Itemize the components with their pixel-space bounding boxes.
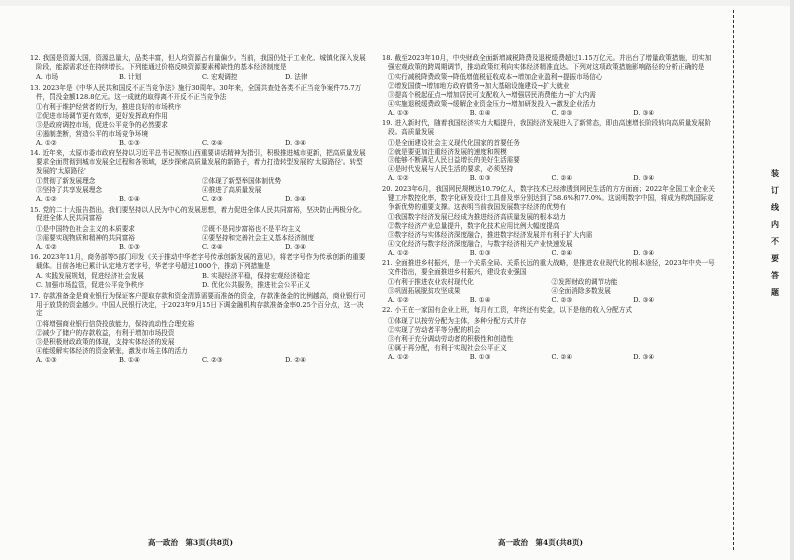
statement-1: ①体现了以按劳分配为主体，多种分配方式并存	[388, 316, 527, 325]
question-stem: 18. 截至2023年10月，中央财政全面新增减税降费及退税缓费超过1.15万亿元。并出台了增量政策措施，切实加强宏观政策的跨周期调节，推动政策红利向实体经济精准直达。下列对这项政策措施影响路径的分析正确的是	[382, 54, 712, 71]
question-stem: 15. 党的二十大报告指出，我们要坚持以人民为中心的发展思想，着力促进全体人民共同富裕，坚决防止两极分化。促进全体人民共同富裕	[30, 205, 366, 223]
statement-1: ①是全面建设社会主义现代化国家的首要任务	[388, 138, 520, 147]
statement-4: ④全面消除多数发展	[551, 287, 611, 296]
question-stem: 21. 全面推进乡村振兴，是一个关系全局、关系长远的重大战略，是推进农业现代化的根本途径，2023年中央一号文件指出，要全面推进乡村振兴，建设农业强国	[382, 258, 715, 276]
option-a[interactable]: A. ①②	[36, 138, 57, 147]
option-b[interactable]: B. ①④	[469, 296, 491, 305]
binding-char: 内	[771, 219, 779, 229]
question-stem: 12. 我国是资源大国，资源总量大，品类丰富，但人均资源占有量偏少。当前，我国仍处于工业化、城镇化深入发展阶段，能源需求还在持续增长。下列能通过价格反映资源要素稀缺性的基本经济制度是	[30, 54, 366, 71]
question-stem: 22. 小王在一家国有企业上班，每月有工资，年终还有奖金，以下是他的收入分配方式	[382, 306, 632, 315]
statement-2: ②减少了储户的存款收益，有利于增加市场投资	[36, 328, 175, 337]
statement-3: ③需要实现物质和精神的共同富裕	[36, 233, 135, 242]
binding-char: 不	[771, 236, 779, 246]
option-c[interactable]: C. ②③	[202, 355, 223, 364]
option-a[interactable]: A. ①②	[388, 248, 409, 257]
statement-4: ④推进了高质量发展	[202, 186, 262, 195]
binding-char: 装	[771, 168, 779, 178]
option-b[interactable]: B. ①③	[469, 248, 491, 257]
option-b[interactable]: B. ①③	[469, 352, 491, 361]
answer-options	[382, 174, 715, 183]
statement-1: ①将增强商业银行信贷投放能力，保持流动性合理充裕	[36, 319, 195, 328]
option-a[interactable]: A. 实践发展规划，促进经济社会发展	[36, 272, 144, 281]
question-20	[382, 185, 715, 258]
statement-row	[30, 186, 368, 195]
statement-2: ②实现了劳动者平等分配的机会	[388, 325, 481, 334]
answer-options	[30, 139, 368, 148]
option-a[interactable]: A. 市场	[36, 73, 59, 82]
option-b[interactable]: B. ①③	[119, 242, 140, 251]
question-14	[30, 149, 368, 204]
option-b[interactable]: B. ①④	[469, 108, 491, 117]
statement-1: ①实行减税降费政策→降低增值税征收成本→增加企业盈利→提振市场信心	[388, 73, 603, 82]
statement-1: ①我国数字经济发展已经成为推进经济高质量发展的根本动力	[388, 212, 567, 221]
option-c[interactable]: C. ②③	[551, 296, 573, 305]
answer-options	[382, 353, 715, 362]
option-row	[30, 272, 368, 281]
option-d[interactable]: D. ③④	[633, 108, 655, 117]
option-b[interactable]: B. 计划	[119, 73, 142, 82]
option-a[interactable]: A. ①③	[388, 108, 409, 117]
binding-line	[733, 10, 734, 550]
statement-3: ③是政府调控市场，促进公平竞争的必然要求	[36, 120, 168, 129]
binding-char: 答	[771, 270, 779, 280]
question-stem: 20. 2023年6月，我国网民规模达10.79亿人，数字技术已经渗透到网民生活的方方面面；2022年全国工业企业关键工序数控化率，数字化研发设计工具普及率分别达到了58.6%和77.0%。这说明数字中国，将成为构筑国际竞争新优势的重要支撑。这表明当前我国发展数字经济的优势有	[382, 184, 715, 211]
question-16	[30, 253, 368, 290]
question-stem: 13. 2023年是《中华人民共和国反不正当竞争法》施行30周年。30年来，全国共查处各类不正当竞争案件75.7万件，罚没金额128.8亿元。这一成就的取得离不开反不正当竞争法	[30, 83, 362, 101]
question-17	[30, 292, 368, 365]
option-a[interactable]: A. ①②	[388, 174, 409, 183]
statement-4: ④文化经济与数字经济深度融合，与数字经济相关产业快速发展	[388, 239, 573, 248]
question-stem: 17. 存款准备金是商业银行为保证客户提取存款和资金清算需要而准备的资金，存款准备金的比例越高，商业银行可用于放贷的资金越少。中国人民银行决定，于2023年9月15日下调金融机构存款准备金率0.25个百分点，这一决定	[30, 291, 366, 318]
option-c[interactable]: C. ②④	[551, 174, 573, 183]
option-d[interactable]: D. ③④	[633, 248, 655, 257]
answer-options	[30, 73, 368, 82]
binding-char: 题	[771, 287, 779, 297]
option-c[interactable]: C. ②④	[551, 352, 573, 361]
question-22	[382, 306, 715, 361]
option-d[interactable]: D. ③④	[633, 296, 655, 305]
statement-3: ③有利于充分调动劳动者的积极性和创造性	[388, 334, 514, 343]
option-b[interactable]: B. ①③	[119, 138, 140, 147]
statement-4: ④遏制垄断，营造公平的市场竞争环境	[36, 129, 149, 138]
option-b[interactable]: B. ①④	[119, 355, 140, 364]
left-column	[30, 54, 368, 366]
binding-char: 订	[771, 185, 779, 195]
statement-4: ④是时代发展与人民生活的要求，必须坚持	[388, 165, 514, 174]
question-19	[382, 119, 715, 183]
answer-options	[30, 243, 368, 252]
option-d[interactable]: D. ②④	[285, 355, 307, 364]
question-stem: 16. 2023年11月，商务部等5部门印发《关于推动中华老字号传承创新发展的意见》，将老字号作为传承创新的重要载体。目前各地已累计认定地方老字号，华老字号超过1000个，推动下列措施是	[30, 253, 366, 270]
right-column	[382, 54, 715, 363]
page-top-edge	[0, 0, 794, 6]
statement-1: ①有利于推进农业农村现代化	[388, 278, 474, 287]
answer-options	[382, 109, 715, 118]
binding-char: 线	[771, 202, 779, 212]
statement-2: ②体现了新型举国体制优势	[202, 177, 282, 186]
question-13	[30, 84, 368, 148]
statement-3: ③巩固拓展脱贫攻坚成果	[388, 287, 461, 296]
page-right-edge	[790, 0, 794, 560]
option-c[interactable]: C. ②④	[202, 138, 223, 147]
option-a[interactable]: A. ①②	[388, 296, 409, 305]
statement-row	[382, 287, 715, 296]
option-b[interactable]: B. 实现经济平稳，保持宏观经济稳定	[202, 272, 310, 281]
answer-options	[30, 356, 368, 365]
statement-1: ①有利于维护经营者的行为，推进良好的市场秩序	[36, 103, 182, 112]
question-15	[30, 206, 368, 252]
statement-4: ④要坚持和完善社会主义基本经济制度	[202, 233, 315, 242]
statement-2: ②就是要更加注重经济发展的速度和规模	[388, 147, 507, 156]
option-d[interactable]: D. ③④	[285, 195, 307, 204]
page-footer-right: 高一政治 第4页(共8页)	[498, 538, 584, 547]
statement-3: ③提高个税起征点→增加居民可支配收入→增强居民消费能力→扩大内需	[388, 91, 596, 100]
question-12	[30, 54, 368, 82]
statement-2: ②促进市场调节更有效率，更好发挥政府作用	[36, 111, 168, 120]
option-b[interactable]: B. ①③	[469, 174, 491, 183]
statement-2: ②既不是同步富裕也不是平均主义	[202, 224, 301, 233]
statement-3: ③坚持了共享发展理念	[36, 186, 102, 195]
option-c[interactable]: C. ②③	[202, 195, 223, 204]
option-d[interactable]: D. ③④	[633, 174, 655, 183]
question-18	[382, 54, 715, 118]
question-21	[382, 259, 715, 305]
option-b[interactable]: B. ①④	[119, 195, 140, 204]
statement-2: ②增发国债→增加地方政府债务→加大基础设施建设→扩大就业	[388, 82, 570, 91]
statement-3: ③数字经济与实体经济深度融合，推进数字经济发展并有利于扩大内需	[388, 230, 593, 239]
statement-row	[30, 225, 368, 234]
option-d[interactable]: D. 优化公共服务，推进社会公平正义	[202, 281, 311, 290]
option-d[interactable]: D. ③④	[633, 352, 655, 361]
option-c[interactable]: C. 加强市场监管，促进公平竞争秩序	[36, 281, 144, 290]
statement-2: ②发挥财政的调节功能	[551, 278, 618, 287]
statement-row	[30, 234, 368, 243]
statement-3: ③能够不断满足人民日益增长的美好生活需要	[388, 156, 520, 165]
option-c[interactable]: C. ②④	[551, 248, 573, 257]
statement-row	[382, 278, 715, 287]
question-stem: 19. 进入新时代，随着我国经济实力大幅提升，我国经济发展进入了新常态，即由高速增长阶段转向高质量发展阶段。高质量发展	[382, 119, 712, 137]
statement-row	[30, 177, 368, 186]
option-row	[30, 281, 368, 290]
answer-options	[382, 296, 715, 305]
option-c[interactable]: C. ②③	[551, 108, 573, 117]
statement-4: ④属于再分配，有利于实现社会公平正义	[388, 343, 507, 352]
statement-4: ④能缓解实体经济的资金紧张，激发市场主体的活力	[36, 346, 188, 355]
statement-1: ①贯彻了新发展理念	[36, 177, 96, 186]
statement-2: ②数字经济产业总量提升，数字化技术应用比例大幅度提高	[388, 221, 560, 230]
option-c[interactable]: C. 宏观调控	[202, 73, 238, 82]
binding-notice	[769, 165, 781, 301]
option-a[interactable]: A. ①③	[36, 355, 57, 364]
answer-options	[382, 249, 715, 258]
statement-4: ④实施退税缓费政策→缓解企业资金压力→增加研发投入→激发企业活力	[388, 100, 596, 109]
binding-char: 要	[771, 253, 779, 263]
option-a[interactable]: A. ①②	[36, 242, 57, 251]
option-c[interactable]: C. ②④	[202, 242, 223, 251]
option-a[interactable]: A. ①②	[388, 352, 409, 361]
answer-options	[30, 195, 368, 204]
statement-3: ③是积极财政政策的体现，支持实体经济的发展	[36, 337, 175, 346]
option-d[interactable]: D. ③④	[285, 242, 307, 251]
question-stem: 14. 近年来，太原市委市政府坚持以习近平总书记视察山西重要讲话精神为指引，积极推进城市更新，把高质量发展要求全面贯彻到城市发展全过程和各领域，逐步探索高质量发展的新路子，着力打造转型发展的'太原路径'。转型发展的'太原路径'	[30, 149, 366, 175]
option-a[interactable]: A. ①②	[36, 195, 57, 204]
page-footer-left: 高一政治 第3页(共8页)	[148, 538, 234, 547]
option-d[interactable]: D. ③④	[285, 138, 307, 147]
option-d[interactable]: D. 法律	[285, 73, 308, 82]
statement-1: ①是中国特色社会主义的本质要求	[36, 224, 135, 233]
